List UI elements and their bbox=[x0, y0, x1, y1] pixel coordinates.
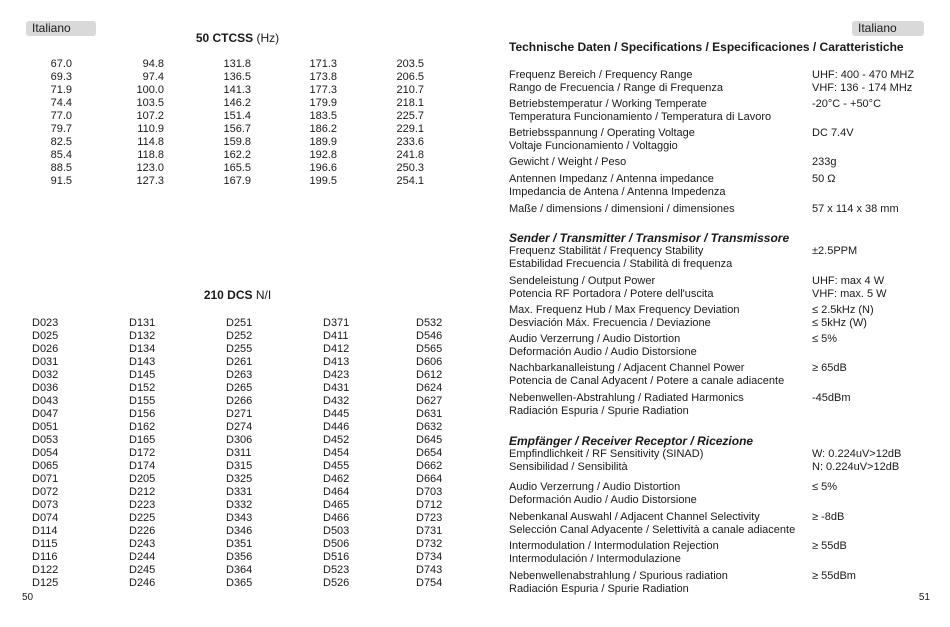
dcs-code: D244 bbox=[129, 551, 156, 563]
dcs-code: D413 bbox=[323, 356, 350, 368]
ctcss-value: 233.6 bbox=[396, 136, 424, 148]
dcs-code: D122 bbox=[32, 564, 59, 576]
ctcss-value: 67.0 bbox=[50, 58, 72, 70]
spec-label-line: Sensibilidad / Sensibilità bbox=[509, 461, 628, 473]
ctcss-title bbox=[0, 31, 475, 45]
dcs-code: D266 bbox=[226, 395, 253, 407]
spec-label-line: Voltaje Funcionamiento / Voltaggio bbox=[509, 140, 678, 152]
dcs-code: D624 bbox=[416, 382, 443, 394]
dcs-code: D754 bbox=[416, 577, 443, 589]
dcs-code: D664 bbox=[416, 473, 443, 485]
spec-value-line: ≥ 55dB bbox=[812, 540, 847, 552]
dcs-code: D631 bbox=[416, 408, 443, 420]
dcs-code: D026 bbox=[32, 343, 59, 355]
dcs-column bbox=[416, 317, 442, 590]
dcs-code: D025 bbox=[32, 330, 59, 342]
spec-label-line: Radiación Espuria / Spurie Radiation bbox=[509, 583, 689, 595]
ctcss-value: 218.1 bbox=[396, 97, 424, 109]
spec-value-line: W: 0.224uV>12dB bbox=[812, 448, 902, 460]
dcs-code: D371 bbox=[323, 317, 350, 329]
page-number: 50 bbox=[22, 592, 34, 603]
dcs-code: D325 bbox=[226, 473, 253, 485]
spec-label-line: Estabilidad Frecuencia / Stabilità di frequenza bbox=[509, 258, 733, 270]
ctcss-value: 151.4 bbox=[223, 110, 251, 122]
spec-value bbox=[812, 304, 950, 330]
right-page bbox=[475, 0, 950, 627]
ctcss-value: 131.8 bbox=[223, 58, 251, 70]
dcs-code: D114 bbox=[32, 525, 58, 537]
dcs-code: D723 bbox=[416, 512, 443, 524]
dcs-code: D532 bbox=[416, 317, 443, 329]
dcs-code: D364 bbox=[226, 564, 253, 576]
spec-row bbox=[509, 481, 929, 507]
spec-row bbox=[509, 392, 929, 418]
ctcss-value: 110.9 bbox=[137, 123, 164, 135]
dcs-code: D252 bbox=[226, 330, 253, 342]
dcs-code: D032 bbox=[32, 369, 59, 381]
dcs-code: D125 bbox=[32, 577, 59, 589]
spec-row bbox=[509, 333, 929, 359]
language-tab: Italiano bbox=[26, 21, 96, 36]
dcs-code: D072 bbox=[32, 486, 59, 498]
dcs-code: D465 bbox=[323, 499, 350, 511]
dcs-code: D073 bbox=[32, 499, 59, 511]
spec-value-line: VHF: max. 5 W bbox=[812, 288, 887, 300]
dcs-code: D023 bbox=[32, 317, 59, 329]
dcs-code: D632 bbox=[416, 421, 443, 433]
spec-label-line: Antennen Impedanz / Antenna impedance bbox=[509, 173, 714, 185]
ctcss-value: 107.2 bbox=[136, 110, 164, 122]
dcs-code: D036 bbox=[32, 382, 59, 394]
spec-label-line: Audio Verzerrung / Audio Distortion bbox=[509, 333, 681, 345]
dcs-code: D454 bbox=[323, 447, 350, 459]
spec-label-line: Selección Canal Adyacente / Selettività a canale adiacente bbox=[509, 524, 796, 536]
ctcss-value: 196.6 bbox=[309, 162, 337, 174]
dcs-code: D712 bbox=[416, 499, 443, 511]
ctcss-value: 250.3 bbox=[396, 162, 424, 174]
specifications-heading: Technische Daten / Specifications / Especificaciones / Caratteristiche bbox=[509, 40, 904, 54]
dcs-code: D172 bbox=[129, 447, 156, 459]
spec-row bbox=[509, 540, 929, 566]
spec-label bbox=[509, 245, 809, 271]
dcs-code: D263 bbox=[226, 369, 253, 381]
dcs-code: D265 bbox=[226, 382, 253, 394]
ctcss-value: 88.5 bbox=[50, 162, 72, 174]
spec-label bbox=[509, 69, 809, 95]
spec-value bbox=[812, 203, 950, 216]
dcs-code: D047 bbox=[32, 408, 59, 420]
ctcss-value: 114.8 bbox=[137, 136, 164, 148]
dcs-code: D174 bbox=[129, 460, 156, 472]
ctcss-value: 118.8 bbox=[137, 149, 164, 161]
spec-value-line: ≥ 65dB bbox=[812, 362, 847, 374]
spec-value-line: ±2.5PPM bbox=[812, 245, 858, 257]
ctcss-value: 156.7 bbox=[223, 123, 251, 135]
ctcss-value: 173.8 bbox=[309, 71, 337, 83]
ctcss-column bbox=[32, 58, 72, 188]
spec-value-line: -20°C - +50°C bbox=[812, 98, 882, 110]
dcs-code: D065 bbox=[32, 460, 59, 472]
dcs-code: D516 bbox=[323, 551, 350, 563]
ctcss-value: 127.3 bbox=[136, 175, 164, 187]
spec-label-line: Nebenwellenabstrahlung / Spurious radiation bbox=[509, 570, 728, 582]
dcs-code: D743 bbox=[416, 564, 443, 576]
dcs-code: D074 bbox=[32, 512, 59, 524]
dcs-code: D343 bbox=[226, 512, 253, 524]
spec-label-line: Sendeleistung / Output Power bbox=[509, 275, 656, 287]
ctcss-title-bold: 50 CTCSS bbox=[195, 31, 254, 45]
spec-value bbox=[812, 127, 950, 140]
ctcss-value: 162.2 bbox=[223, 149, 251, 161]
spec-value bbox=[812, 245, 950, 258]
dcs-code: D071 bbox=[32, 473, 59, 485]
dcs-code: D225 bbox=[129, 512, 156, 524]
spec-label-line: Betriebstemperatur / Working Temperate bbox=[509, 98, 707, 110]
ctcss-value: 177.3 bbox=[309, 84, 337, 96]
ctcss-value: 74.4 bbox=[50, 97, 72, 109]
dcs-title-unit: N/I bbox=[252, 288, 272, 302]
spec-label-line: Temperatura Funcionamiento / Temperatura di Lavoro bbox=[509, 111, 772, 123]
spec-label bbox=[509, 511, 809, 537]
dcs-code: D132 bbox=[129, 330, 156, 342]
dcs-code: D243 bbox=[129, 538, 156, 550]
dcs-column bbox=[323, 317, 349, 590]
spec-value-line: -45dBm bbox=[812, 392, 851, 404]
spec-row bbox=[509, 156, 929, 169]
spec-row bbox=[509, 570, 929, 596]
spec-value-line: UHF: max 4 W bbox=[812, 275, 885, 287]
ctcss-value: 186.2 bbox=[309, 123, 337, 135]
ctcss-value: 165.5 bbox=[223, 162, 251, 174]
receiver-heading: Empfänger / Receiver Receptor / Ricezione bbox=[509, 434, 754, 448]
ctcss-value: 206.5 bbox=[396, 71, 424, 83]
spec-value bbox=[812, 333, 950, 346]
dcs-code: D031 bbox=[32, 356, 59, 368]
dcs-column bbox=[129, 317, 155, 590]
dcs-code: D731 bbox=[416, 525, 443, 537]
spec-label-line: Rango de Frecuencia / Range di Frequenza bbox=[509, 82, 724, 94]
spec-label-line: Gewicht / Weight / Peso bbox=[509, 156, 627, 168]
spec-value bbox=[812, 173, 950, 186]
spec-value-line: ≤ 2.5kHz (N) bbox=[812, 304, 874, 316]
spec-label-line: Intermodulación / Intermodulazione bbox=[509, 553, 681, 565]
dcs-code: D311 bbox=[226, 447, 252, 459]
dcs-code: D446 bbox=[323, 421, 350, 433]
ctcss-value: 71.9 bbox=[50, 84, 72, 96]
spec-value bbox=[812, 392, 950, 405]
spec-value-line: VHF: 136 - 174 MHz bbox=[812, 82, 913, 94]
dcs-code: D627 bbox=[416, 395, 443, 407]
dcs-code: D131 bbox=[129, 317, 156, 329]
spec-value bbox=[812, 69, 950, 95]
dcs-code: D331 bbox=[226, 486, 253, 498]
dcs-code: D645 bbox=[416, 434, 443, 446]
transmitter-heading: Sender / Transmitter / Transmisor / Transmissore bbox=[509, 231, 790, 245]
ctcss-value: 146.2 bbox=[223, 97, 251, 109]
ctcss-value: 199.5 bbox=[309, 175, 337, 187]
spec-value bbox=[812, 275, 950, 301]
dcs-code: D245 bbox=[129, 564, 156, 576]
spec-value-line: ≤ 5kHz (W) bbox=[812, 317, 867, 329]
ctcss-value: 100.0 bbox=[136, 84, 164, 96]
spec-value-line: UHF: 400 - 470 MHZ bbox=[812, 69, 915, 81]
spec-label-line: Potencia de Canal Adyacent / Potere a canale adiacente bbox=[509, 375, 785, 387]
spec-label-line: Frequenz Bereich / Frequency Range bbox=[509, 69, 693, 81]
spec-value bbox=[812, 540, 950, 553]
ctcss-value: 97.4 bbox=[142, 71, 164, 83]
spec-value bbox=[812, 511, 950, 524]
dcs-code: D346 bbox=[226, 525, 253, 537]
ctcss-value: 189.9 bbox=[309, 136, 337, 148]
ctcss-value: 171.3 bbox=[309, 58, 337, 70]
dcs-code: D306 bbox=[226, 434, 253, 446]
dcs-code: D411 bbox=[323, 330, 349, 342]
spec-row bbox=[509, 98, 929, 124]
dcs-code: D464 bbox=[323, 486, 350, 498]
ctcss-value: 103.5 bbox=[136, 97, 164, 109]
dcs-code: D212 bbox=[129, 486, 156, 498]
spec-label bbox=[509, 127, 809, 153]
dcs-code: D431 bbox=[323, 382, 350, 394]
spec-label-line: Nebenkanal Auswahl / Adjacent Channel Selectivity bbox=[509, 511, 760, 523]
dcs-code: D565 bbox=[416, 343, 443, 355]
dcs-code: D546 bbox=[416, 330, 443, 342]
spec-label-line: Frequenz Stabilität / Frequency Stability bbox=[509, 245, 704, 257]
spec-row bbox=[509, 69, 929, 95]
spec-value-line: ≤ 5% bbox=[812, 333, 837, 345]
spec-label bbox=[509, 173, 809, 199]
spec-label bbox=[509, 203, 809, 216]
spec-row bbox=[509, 362, 929, 388]
spec-label bbox=[509, 156, 809, 169]
dcs-code: D315 bbox=[226, 460, 253, 472]
dcs-code: D466 bbox=[323, 512, 350, 524]
dcs-code: D612 bbox=[416, 369, 443, 381]
ctcss-column bbox=[124, 58, 164, 188]
spec-row bbox=[509, 127, 929, 153]
spec-value-line: N: 0.224uV>12dB bbox=[812, 461, 900, 473]
spec-label-line: Potencia RF Portadora / Potere dell'uscita bbox=[509, 288, 714, 300]
dcs-code: D255 bbox=[226, 343, 253, 355]
spec-row bbox=[509, 304, 929, 330]
dcs-code: D143 bbox=[129, 356, 156, 368]
ctcss-value: 203.5 bbox=[396, 58, 424, 70]
ctcss-value: 94.8 bbox=[142, 58, 164, 70]
dcs-code: D145 bbox=[129, 369, 156, 381]
ctcss-value: 159.8 bbox=[223, 136, 251, 148]
dcs-title bbox=[0, 288, 475, 302]
spec-label bbox=[509, 98, 809, 124]
dcs-code: D152 bbox=[129, 382, 156, 394]
spec-label-line: Empfindlichkeit / RF Sensitivity (SINAD) bbox=[509, 448, 704, 460]
dcs-code: D662 bbox=[416, 460, 443, 472]
dcs-code: D246 bbox=[129, 577, 156, 589]
spec-row bbox=[509, 245, 929, 271]
spec-label bbox=[509, 392, 809, 418]
dcs-code: D503 bbox=[323, 525, 350, 537]
spec-row bbox=[509, 448, 929, 474]
spec-label-line: Audio Verzerrung / Audio Distortion bbox=[509, 481, 681, 493]
dcs-title-bold: 210 DCS bbox=[203, 288, 253, 302]
spec-label bbox=[509, 448, 809, 474]
dcs-column bbox=[226, 317, 252, 590]
spec-label-line: Betriebsspannung / Operating Voltage bbox=[509, 127, 695, 139]
ctcss-value: 229.1 bbox=[396, 123, 424, 135]
ctcss-column bbox=[384, 58, 424, 188]
spec-row bbox=[509, 275, 929, 301]
dcs-code: D223 bbox=[129, 499, 156, 511]
spec-value bbox=[812, 570, 950, 583]
spec-label bbox=[509, 304, 809, 330]
spec-label bbox=[509, 333, 809, 359]
spec-label-line: Deformación Audio / Audio Distorsione bbox=[509, 346, 697, 358]
ctcss-column bbox=[211, 58, 251, 188]
dcs-code: D271 bbox=[226, 408, 253, 420]
spec-value-line: 233g bbox=[812, 156, 837, 168]
dcs-code: D251 bbox=[226, 317, 253, 329]
dcs-code: D261 bbox=[226, 356, 253, 368]
dcs-code: D423 bbox=[323, 369, 350, 381]
spec-label bbox=[509, 275, 809, 301]
dcs-code: D732 bbox=[416, 538, 443, 550]
spec-label-line: Deformación Audio / Audio Distorsione bbox=[509, 494, 697, 506]
dcs-code: D053 bbox=[32, 434, 59, 446]
dcs-code: D043 bbox=[32, 395, 59, 407]
spec-label bbox=[509, 570, 809, 596]
dcs-code: D734 bbox=[416, 551, 443, 563]
dcs-code: D523 bbox=[323, 564, 350, 576]
dcs-code: D155 bbox=[129, 395, 156, 407]
ctcss-value: 69.3 bbox=[50, 71, 72, 83]
ctcss-value: 85.4 bbox=[50, 149, 72, 161]
dcs-code: D452 bbox=[323, 434, 350, 446]
spec-label-line: Max. Frequenz Hub / Max Frequency Deviation bbox=[509, 304, 740, 316]
spec-value bbox=[812, 481, 950, 494]
dcs-code: D226 bbox=[129, 525, 156, 537]
spec-row bbox=[509, 173, 929, 199]
ctcss-value: 179.9 bbox=[309, 97, 337, 109]
ctcss-value: 77.0 bbox=[50, 110, 72, 122]
ctcss-value: 167.9 bbox=[223, 175, 251, 187]
dcs-code: D115 bbox=[32, 538, 58, 550]
dcs-code: D054 bbox=[32, 447, 59, 459]
page-number: 51 bbox=[918, 592, 930, 603]
dcs-code: D455 bbox=[323, 460, 350, 472]
spec-label-line: Desviación Máx. Frecuencia / Deviazione bbox=[509, 317, 711, 329]
spec-label-line: Intermodulation / Intermodulation Rejection bbox=[509, 540, 719, 552]
ctcss-value: 123.0 bbox=[136, 162, 164, 174]
dcs-column bbox=[32, 317, 58, 590]
dcs-code: D654 bbox=[416, 447, 443, 459]
ctcss-value: 241.8 bbox=[396, 149, 424, 161]
dcs-code: D116 bbox=[32, 551, 58, 563]
language-tab: Italiano bbox=[852, 21, 924, 36]
spec-value-line: ≤ 5% bbox=[812, 481, 837, 493]
ctcss-value: 254.1 bbox=[396, 175, 424, 187]
ctcss-value: 192.8 bbox=[309, 149, 337, 161]
dcs-code: D703 bbox=[416, 486, 443, 498]
spec-label bbox=[509, 481, 809, 507]
dcs-code: D526 bbox=[323, 577, 350, 589]
ctcss-title-unit: (Hz) bbox=[253, 31, 280, 45]
spec-label bbox=[509, 362, 809, 388]
dcs-code: D506 bbox=[323, 538, 350, 550]
spec-row bbox=[509, 203, 929, 216]
spec-label-line: Nebenwellen-Abstrahlung / Radiated Harmonics bbox=[509, 392, 744, 404]
dcs-code: D432 bbox=[323, 395, 350, 407]
spec-value bbox=[812, 448, 950, 474]
spec-row bbox=[509, 511, 929, 537]
dcs-code: D356 bbox=[226, 551, 253, 563]
spec-value-line: 57 x 114 x 38 mm bbox=[812, 203, 899, 215]
dcs-code: D606 bbox=[416, 356, 443, 368]
spec-label-line: Nachbarkanalleistung / Adjacent Channel Power bbox=[509, 362, 745, 374]
dcs-code: D134 bbox=[129, 343, 156, 355]
ctcss-value: 225.7 bbox=[396, 110, 424, 122]
spec-value-line: ≥ 55dBm bbox=[812, 570, 856, 582]
dcs-code: D462 bbox=[323, 473, 350, 485]
spec-value bbox=[812, 362, 950, 375]
dcs-code: D445 bbox=[323, 408, 350, 420]
dcs-code: D274 bbox=[226, 421, 253, 433]
spec-label-line: Radiación Espuria / Spurie Radiation bbox=[509, 405, 689, 417]
ctcss-value: 79.7 bbox=[50, 123, 72, 135]
dcs-code: D365 bbox=[226, 577, 253, 589]
spec-value-line: DC 7.4V bbox=[812, 127, 854, 139]
ctcss-value: 136.5 bbox=[223, 71, 251, 83]
ctcss-value: 82.5 bbox=[50, 136, 72, 148]
ctcss-column bbox=[297, 58, 337, 188]
ctcss-value: 91.5 bbox=[50, 175, 72, 187]
dcs-code: D162 bbox=[129, 421, 156, 433]
ctcss-value: 183.5 bbox=[309, 110, 337, 122]
dcs-code: D351 bbox=[226, 538, 253, 550]
dcs-code: D412 bbox=[323, 343, 350, 355]
dcs-code: D205 bbox=[129, 473, 156, 485]
spec-label-line: Impedancia de Antena / Antenna Impedenza bbox=[509, 186, 726, 198]
spec-value bbox=[812, 98, 950, 111]
ctcss-value: 141.3 bbox=[223, 84, 251, 96]
dcs-code: D156 bbox=[129, 408, 156, 420]
spec-label-line: Maße / dimensions / dimensioni / dimensiones bbox=[509, 203, 735, 215]
spec-value-line: ≥ -8dB bbox=[812, 511, 845, 523]
dcs-code: D051 bbox=[32, 421, 59, 433]
spec-value-line: 50 Ω bbox=[812, 173, 836, 185]
ctcss-value: 210.7 bbox=[396, 84, 424, 96]
dcs-code: D332 bbox=[226, 499, 253, 511]
spec-value bbox=[812, 156, 950, 169]
spec-label bbox=[509, 540, 809, 566]
dcs-code: D165 bbox=[129, 434, 156, 446]
